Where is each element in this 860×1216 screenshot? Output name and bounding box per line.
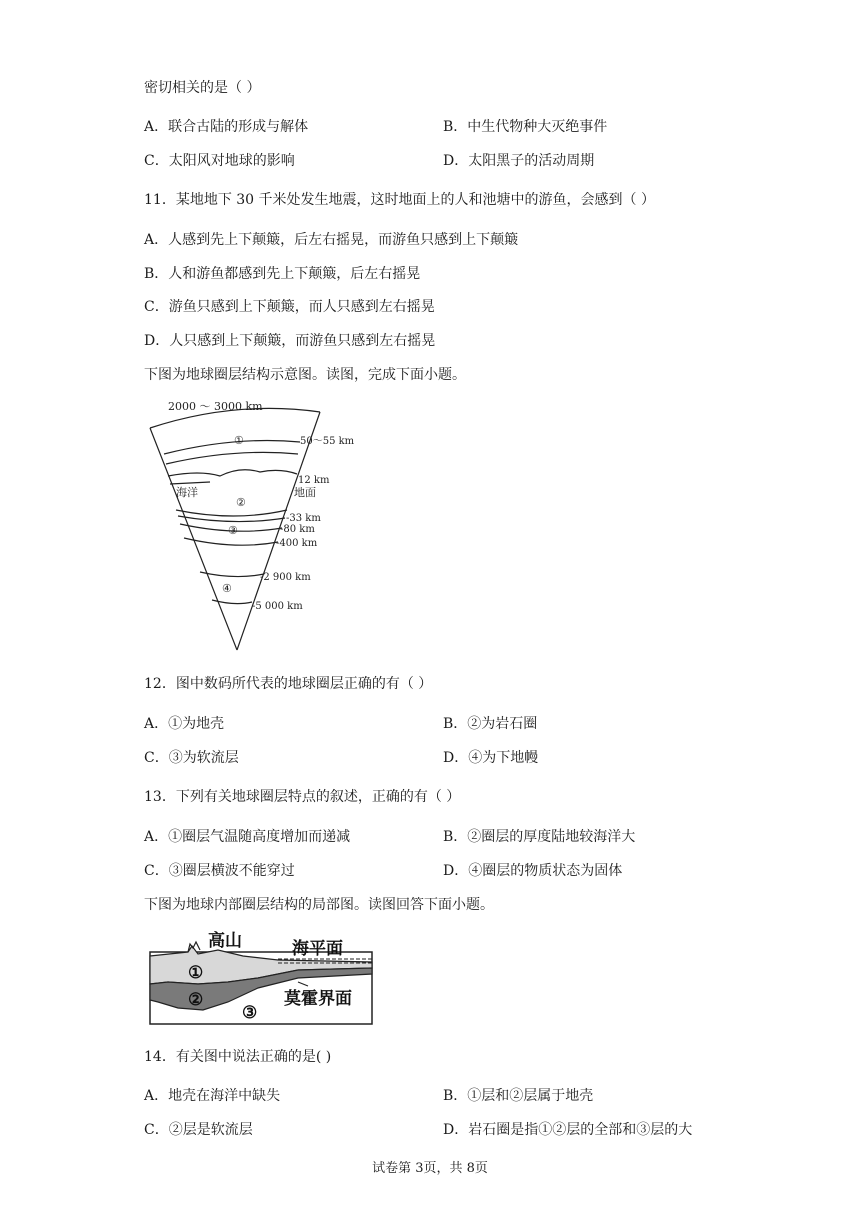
crust-section-diagram bbox=[148, 926, 374, 1026]
q12-option-d: D．④为下地幔 bbox=[443, 750, 539, 766]
page-footer: 试卷第 3页，共 8页 bbox=[372, 1161, 488, 1176]
q11-option-d: D．人只感到上下颠簸，而游鱼只感到左右摇晃 bbox=[144, 333, 436, 349]
fig1-label-ground: 地面 bbox=[294, 486, 316, 499]
q10-option-b: B．中生代物种大灭绝事件 bbox=[443, 119, 608, 135]
q11-option-a: A．人感到先上下颠簸，后左右摇晃，而游鱼只感到上下颠簸 bbox=[144, 232, 519, 248]
q12-option-b: B．②为岩石圈 bbox=[443, 716, 538, 732]
q11-option-c: C．游鱼只感到上下颠簸，而人只感到左右摇晃 bbox=[144, 299, 435, 315]
q11-option-b: B．人和游鱼都感到先上下颠簸，后左右摇晃 bbox=[144, 266, 421, 282]
q11-stem: 11．某地地下 30 千米处发生地震，这时地面上的人和池塘中的游鱼，会感到（ ） bbox=[144, 192, 655, 208]
fig1-label-33km: -33 km bbox=[286, 513, 321, 524]
q13-option-a: A．①圈层气温随高度增加而递减 bbox=[144, 829, 351, 845]
fig2-num-2: ② bbox=[188, 990, 204, 1010]
q13-stem: 13．下列有关地球圈层特点的叙述，正确的有（ ） bbox=[144, 789, 461, 805]
q13-option-b: B．②圈层的厚度陆地较海洋大 bbox=[443, 829, 636, 845]
q13-option-d: D．④圈层的物质状态为固体 bbox=[443, 863, 623, 879]
fig1-num-1: ① bbox=[234, 434, 244, 447]
q10-option-a: A．联合古陆的形成与解体 bbox=[144, 119, 309, 135]
fig2-intro: 下图为地球内部圈层结构的局部图。读图回答下面小题。 bbox=[144, 897, 494, 913]
fig1-label-50-55km: 50～55 km bbox=[300, 436, 355, 447]
fig2-mountain-label: 高山 bbox=[208, 931, 242, 951]
q12-option-c: C．③为软流层 bbox=[144, 750, 239, 766]
fig2-num-3: ③ bbox=[242, 1003, 258, 1023]
q10-stem-tail: 密切相关的是（ ） bbox=[144, 80, 261, 96]
fig1-label-12km: 12 km bbox=[298, 475, 330, 486]
q12-option-a: A．①为地壳 bbox=[144, 716, 225, 732]
q14-option-d: D．岩石圈是指①②层的全部和③层的大 bbox=[443, 1122, 693, 1138]
q10-option-c: C．太阳风对地球的影响 bbox=[144, 153, 295, 169]
q14-option-c: C．②层是软流层 bbox=[144, 1122, 253, 1138]
fig1-num-2: ② bbox=[236, 496, 246, 509]
q10-option-d: D．太阳黑子的活动周期 bbox=[443, 153, 595, 169]
earth-layers-diagram bbox=[140, 392, 380, 657]
fig2-num-1: ① bbox=[188, 963, 204, 983]
fig1-num-3: ③ bbox=[228, 524, 238, 537]
q12-stem: 12．图中数码所代表的地球圈层正确的有（ ） bbox=[144, 676, 433, 692]
fig1-label-400km: -400 km bbox=[276, 538, 318, 549]
q13-option-c: C．③圈层横波不能穿过 bbox=[144, 863, 295, 879]
fig1-label-80km: -80 km bbox=[280, 524, 315, 535]
q14-stem: 14．有关图中说法正确的是( ) bbox=[144, 1049, 332, 1065]
fig1-label-2900km: -2 900 km bbox=[260, 572, 311, 583]
fig1-ocean-label: 海洋 bbox=[176, 486, 198, 499]
fig2-sea-level-label: 海平面 bbox=[292, 939, 343, 959]
fig1-intro: 下图为地球圈层结构示意图。读图，完成下面小题。 bbox=[144, 367, 466, 383]
fig2-moho-label: 莫霍界面 bbox=[284, 989, 352, 1009]
q14-option-b: B．①层和②层属于地壳 bbox=[443, 1088, 594, 1104]
fig1-num-4: ④ bbox=[222, 582, 232, 595]
fig1-top-label: 2000 ～ 3000 km bbox=[168, 400, 263, 413]
fig1-label-5000km: -5 000 km bbox=[252, 601, 303, 612]
q14-option-a: A．地壳在海洋中缺失 bbox=[144, 1088, 281, 1104]
